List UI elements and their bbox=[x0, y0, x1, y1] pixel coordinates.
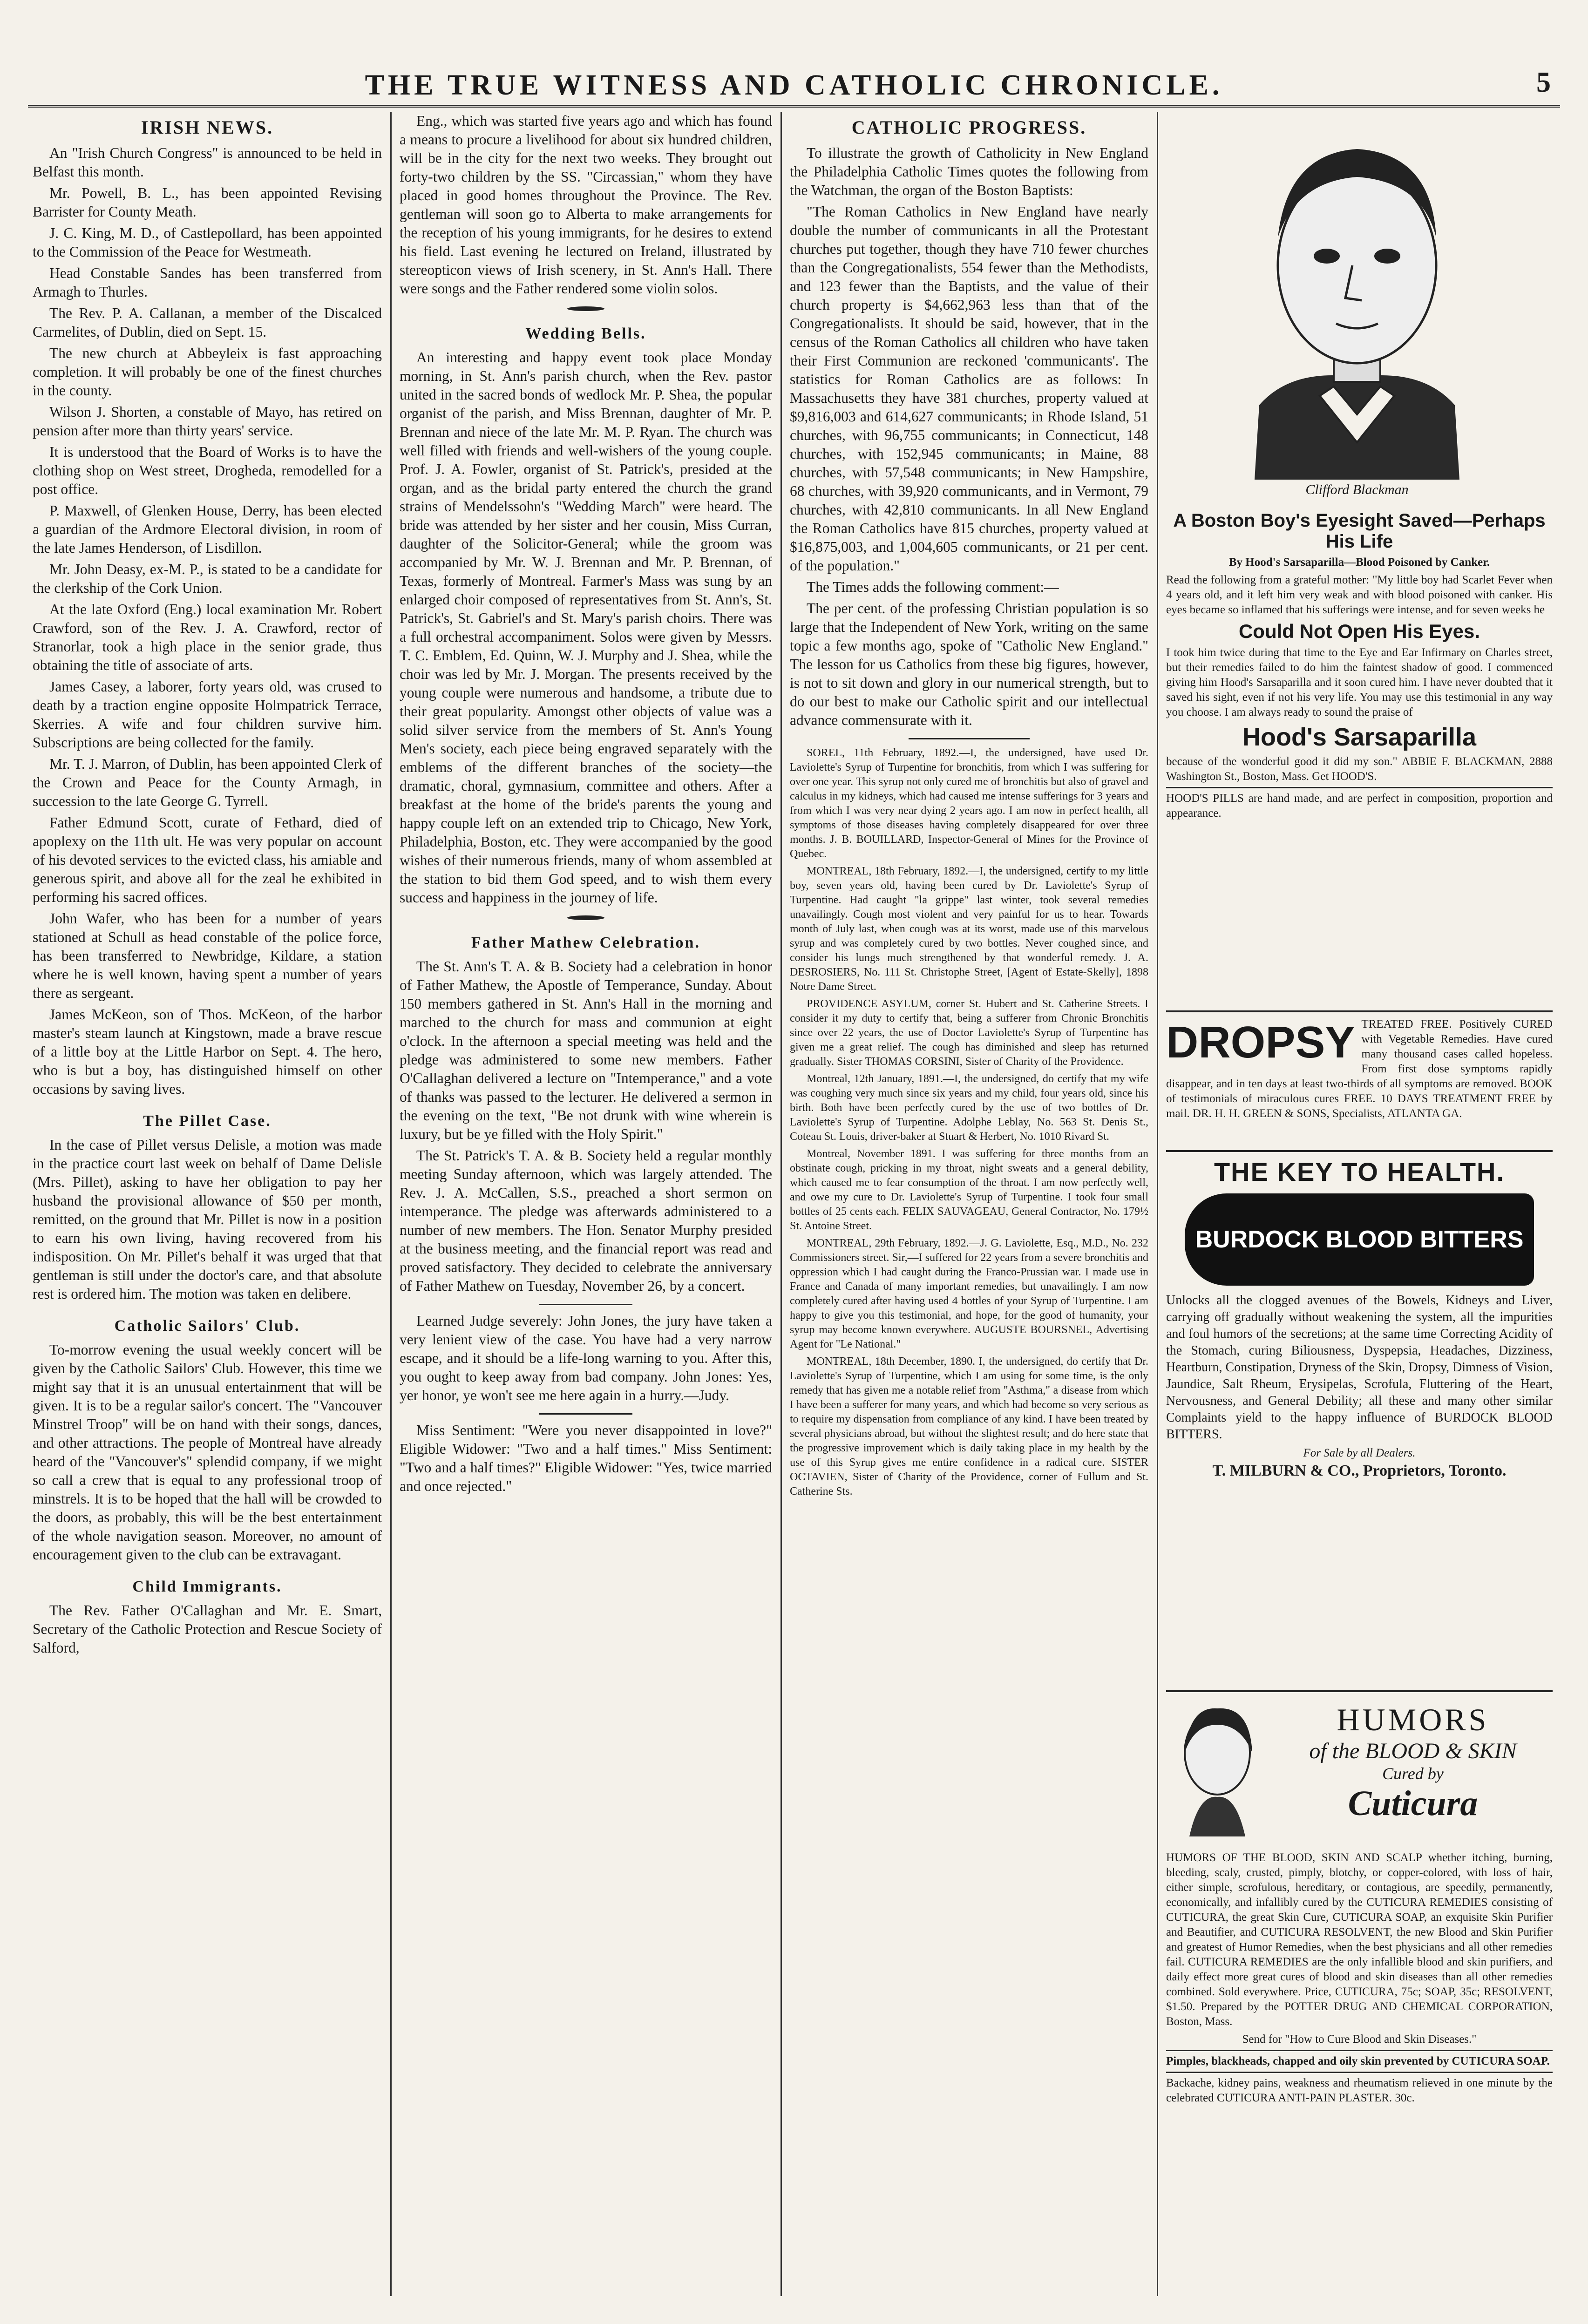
sailors-club-heading: Catholic Sailors' Club. bbox=[114, 1317, 300, 1335]
widower-anecdote: Miss Sentiment: "Were you never disappointed in love?" Eligible Widower: "Two and a half times." Miss Sentiment: "Two and a half times?" Eligible Widower: "Yes, twice married and once rejected." bbox=[400, 1422, 772, 1494]
dropsy-wordmark: DROPSY bbox=[1166, 1017, 1355, 1067]
hoods-text-3: because of the wonderful good it did my son." ABBIE F. BLACKMAN, 2888 Washington St., Boston, Mass. Get HOOD'S. bbox=[1166, 755, 1553, 783]
wedding-bells-text: An interesting and happy event took place Monday morning, in St. Ann's parish church, when the Rev. pastor united in the sacred bonds of wedlock Mr. P. Shea, the popular organist of the parish, and Miss Brennan, daughter of Mr. P. Brennan and niece of the late Mr. M. P. Ryan. The church was well filled with friends and well-wishers of the young couple. Prof. J. A. Fowler, organist of St. Patrick's, presided at the organ, and as the bridal party entered the church the grand strains of Mendelssohn's "Wedding March" were heard. The bride was attended by her sister and her cousin, Miss Curran, daughter of the Solicitor-General; while the groom was accompanied by Mr. W. J. Brennan and Mr. P. Brennan, of Texas, formerly of Montreal. Farmer's Mass was sung by an enlarged choir composed of representatives from St. Ann's, St. Patrick's, St. Gabriel's and St. Mary's parish choirs. There was a full orchestral accompaniment. Solos were given by Messrs. T. C. Emblem, Ed. Quinn, W. J. Murphy and J. Shea, while the choir was led by Mr. J. Morgan. The presents received by the young couple were numerous and handsome, a tribute due to their great popularity. Amongst other objects of value was a solid silver service from the members of St. Ann's Young Men's society, each piece being engraved separately with the emblems of the different branches of the society—the dramatic, choral, gymnasium, committee and others. After a breakfast at the home of the bride's parents the young and happy couple left on an extended trip to Chicago, New York, Philadelphia, Boston, etc. They were accompanied by the good wishes of their numerous friends, many of whom assembled at the station to bid them God speed, and to wish them every success and happiness in the journey of life. bbox=[400, 349, 772, 906]
father-mathew-heading: Father Mathew Celebration. bbox=[471, 934, 700, 951]
father-mathew-text-2: The St. Patrick's T. A. & B. Society held a regular monthly meeting Sunday afternoon, which was largely attended. The Rev. J. A. McCallen, S.S., preached a short sermon on intemperance. The pledge was afterwards administered to a number of new members. The Hon. Senator Murphy presided at the business meeting, and the financial report was read and proved satisfactory. They decided to celebrate the anniversary of Father Mathew on Tuesday, November 26, by a concert. bbox=[400, 1147, 772, 1294]
father-mathew-text: The St. Ann's T. A. & B. Society had a celebration in honor of Father Mathew, the Apostle of Temperance, Sunday. About 150 members gathered in St. Ann's Hall in the morning and marched to the church for mass and communion at eight o'clock. In the afternoon a special meeting was held and the pledge was administered to some new members. Father O'Callaghan delivered a lecture on "Intemperance," and a vote of thanks was passed to the lecturer. He delivered a sermon in the evening on the text, "Be not drunk with wine wherein is luxury, but be ye filled with the Holy Spirit." bbox=[400, 958, 772, 1142]
column-two bbox=[400, 112, 772, 2305]
portrait-caption: Clifford Blackman bbox=[1305, 482, 1409, 497]
catholic-progress-quote: "The Roman Catholics in New England have nearly double the number of communicants in all the Protestant churches put together, though they have 710 fewer churches than the Congregationalists, 554 fewer than the Methodists, and 123 fewer than the Baptists, and the value of their church property is $4,662,963 less than that of the Congregationalists. It should be said, however, that in the census of the Roman Catholics all children who have taken their First Communion are reckoned 'communicants'. The statistics for Roman Catholics are as follows: In Massachusetts they have 381 churches, property valued at $9,816,003 and 614,627 communicants; in Rhode Island, 51 churches, with 96,755 communicants; in Connecticut, 148 churches, with 152,945 communicants; in Maine, 88 churches, with 57,548 communicants; in New Hampshire, 68 churches, with 39,920 communicants, and in Vermont, 79 churches, with 42,810 communicants. In all New England the Roman Catholics have 815 churches, property valued at $16,875,003, and 1,004,605 communicants, or 21 per cent. of the population." bbox=[790, 203, 1148, 574]
child-immigrants-text: The Rev. Father O'Callaghan and Mr. E. Smart, Secretary of the Catholic Protection and Rescue Society of Salford, bbox=[33, 1602, 382, 1656]
cuticura-backache-note: Backache, kidney pains, weakness and rheumatism relieved in one minute by the celebrated CUTICURA ANTI-PAIN PLASTER. 30c. bbox=[1166, 2072, 1553, 2106]
separator-ornament bbox=[567, 306, 604, 311]
irish-news-items bbox=[33, 144, 382, 1098]
key-banner-text: BURDOCK BLOOD BITTERS bbox=[1195, 1226, 1524, 1253]
cuticura-send-note: Send for "How to Cure Blood and Skin Diseases." bbox=[1242, 2033, 1477, 2046]
column-advertisements bbox=[1166, 112, 1553, 2305]
wedding-bells-heading: Wedding Bells. bbox=[525, 325, 646, 342]
burdock-text: Unlocks all the clogged avenues of the Bowels, Kidneys and Liver, carrying off gradually without weakening the system, all the impurities and foul humors of the secretions; at the same time Correcting Acidity of the Stomach, curing Biliousness, Dyspepsia, Headaches, Dizziness, Heartburn, Constipation, Dryness of the Skin, Dropsy, Dimness of Vision, Jaundice, Salt Rheum, Erysipelas, Scrofula, Fluttering of the Heart, Nervousness, and General Debility; all these and many other similar Complaints yield to the happy influence of BURDOCK BLOOD BITTERS. bbox=[1166, 1293, 1553, 1442]
cuticura-banner bbox=[1166, 1697, 1553, 1850]
key-to-health-heading: THE KEY TO HEALTH. bbox=[1214, 1157, 1505, 1186]
separator-rule bbox=[539, 1304, 632, 1305]
burdock-proprietor: T. MILBURN & CO., Proprietors, Toronto. bbox=[1212, 1462, 1507, 1479]
news-item: Wilson J. Shorten, a constable of Mayo, has retired on pension after more than thirty years' service. bbox=[33, 404, 382, 439]
catholic-progress-comment: The per cent. of the professing Christian population is so large that the Independent of New York, writing on the same topic a few months ago, spoke of "Catholic New England." The lesson for us Catholics from these big figures, however, is not to sit down and glory in our numerical strength, but to do our best to make our Catholic spirit and our intellectual advance commensurate with it. bbox=[790, 600, 1148, 728]
hoods-sarsaparilla-ad bbox=[1166, 112, 1553, 820]
news-item: Mr. T. J. Marron, of Dublin, has been appointed Clerk of the Crown and Peace for the County Armagh, in succession to the late George G. Tyrrell. bbox=[33, 756, 382, 809]
hoods-text-2: I took him twice during that time to the Eye and Ear Infirmary on Charles street, but their remedies failed to do him the faintest shadow of good. I commenced giving him Hood's Sarsaparilla and it soon cured him. I have never doubted that it saved his sight, even if not his very life. You may use this testimonial in any way you choose. I am always ready to sound the praise of bbox=[1166, 646, 1553, 718]
testimonial: PROVIDENCE ASYLUM, corner St. Hubert and St. Catherine Streets. I consider it my duty to certify that, being a sufferer from Chronic Bronchitis since over 22 years, the use of Doctor Laviolette's Syrup of Turpentine has given me a great relief. The cough has diminished and sleep has returned gradually. Sister THOMAS CORSINI, Sister of Charity of the Providence. bbox=[790, 998, 1148, 1068]
news-item: Mr. John Deasy, ex-M. P., is stated to be a candidate for the clerkship of the Cork Union. bbox=[33, 561, 382, 596]
judge-anecdote: Learned Judge severely: John Jones, the jury have taken a very lenient view of the case. You have had a very narrow escape, and it should be a life-long warning to you. After this, you ought to keep away from bad company. John Jones: Yes, yer honor, ye won't see me here again in a hurry.—Judy. bbox=[400, 1313, 772, 1403]
testimonial: Montreal, November 1891. I was suffering for three months from an obstinate cough, pricking in my throat, night sweats and a general debility, which caused me to fear consumption of the throat. I am now perfectly well, and owe my cure to Dr. Laviolette's Syrup of Turpentine. I took four small bottles of 25 cents each. FELIX SAUVAGEAU, General Contractor, No. 179½ St. Antoine Street. bbox=[790, 1148, 1148, 1232]
cuticura-brand: Cuticura bbox=[1348, 1784, 1478, 1823]
column-rule bbox=[390, 112, 392, 2296]
cuticura-title-cured-by: Cured by bbox=[1382, 1764, 1444, 1783]
masthead bbox=[28, 61, 1560, 108]
news-item: An "Irish Church Congress" is announced to be held in Belfast this month. bbox=[33, 145, 382, 180]
dropsy-ad bbox=[1166, 1010, 1553, 1143]
column-irish-news bbox=[33, 112, 382, 2305]
boy-portrait-illustration bbox=[1227, 116, 1487, 480]
cuticura-title-blood-skin: of the BLOOD & SKIN bbox=[1309, 1739, 1517, 1763]
laviolette-testimonials bbox=[790, 746, 1148, 1499]
page-number: 5 bbox=[1536, 67, 1551, 98]
news-item: The Rev. P. A. Callanan, a member of the Discalced Carmelites, of Dublin, died on Sept. 15. bbox=[33, 305, 382, 340]
cuticura-text: HUMORS OF THE BLOOD, SKIN AND SCALP whether itching, burning, bleeding, scaly, crusted, pimply, blotchy, or copper-colored, with loss of hair, either simple, scrofulous, hereditary, or contagious, are speedily, permanently, economically, and infallibly cured by the CUTICURA REMEDIES consisting of CUTICURA, the great Skin Cure, CUTICURA SOAP, an exquisite Skin Purifier and Beautifier, and CUTICURA RESOLVENT, the new Blood and Skin Purifier and greatest of Humor Remedies, when the best physicians and all other remedies fail. CUTICURA REMEDIES are the only infallible blood and skin purifiers, and daily effect more great cures of blood and skin diseases than all other remedies combined. Sold everywhere. Price, CUTICURA, 75c; SOAP, 35c; RESOLVENT, $1.50. Prepared by the POTTER DRUG AND CHEMICAL CORPORATION, Boston, Mass. bbox=[1166, 1851, 1553, 2028]
separator-ornament bbox=[567, 915, 604, 920]
hoods-text-1: Read the following from a grateful mother: "My little boy had Scarlet Fever when 4 years old, and it left him very weak and with blood poisoned with canker. His eyes became so inflamed that his sufferings were intense, and for seven weeks he bbox=[1166, 574, 1553, 616]
immigrants-continued-text: Eng., which was started five years ago and which has found a means to procure a livelihood for about six hundred children, will be in the city for the next two weeks. They brought out forty-two children by the SS. "Circassian," whom they have placed in good homes throughout the Province. The Rev. gentleman will soon go to Alberta to make arrangements for the reception of his young immigrants, for he desires to extend his field. Last evening he lectured on Ireland, illustrated by stereopticon views of Irish scenery, in St. Ann's Hall. There were songs and the Father rendered some violin solos. bbox=[400, 113, 772, 297]
dropsy-text: TREATED FREE. Positively CURED with Vegetable Remedies. Have cured many thousand cases called hopeless. From first dose symptoms rapidly disappear, and in ten days at least two-thirds of all symptoms are removed. BOOK of testimonials of miraculous cures FREE. 10 DAYS TREATMENT FREE by mail. DR. H. H. GREEN & SONS, Specialists, ATLANTA GA. bbox=[1166, 1018, 1553, 1120]
column-rule bbox=[1157, 112, 1158, 2296]
cuticura-pimples-note: Pimples, blackheads, chapped and oily skin prevented by CUTICURA SOAP. bbox=[1166, 2050, 1553, 2069]
catholic-progress-comment-intro: The Times adds the following comment:— bbox=[807, 579, 1059, 595]
news-item: It is understood that the Board of Works is to have the clothing shop on West street, Drogheda, remodelled for a post office. bbox=[33, 444, 382, 497]
sailors-club-text: To-morrow evening the usual weekly concert will be given by the Catholic Sailors' Club. However, this time we might say that it is an unusual entertainment that will be given. It is to be a regular sailor's concert. The "Vancouver Minstrel Troop" will be on hand with their songs, dances, and other attractions. The people of Montreal have already heard of the "Vancouver's" splendid company, if we might so call a crew that is equal to any professional troop of minstrels. It is to be hoped that the hall will be crowded to the doors, as probably, this will be the best entertainment of the whole navigation season. Moreover, no amount of encouragement given to the club can be extravagant. bbox=[33, 1342, 382, 1563]
hoods-headline-2: Could Not Open His Eyes. bbox=[1238, 620, 1480, 642]
testimonial: SOREL, 11th February, 1892.—I, the undersigned, have used Dr. Laviolette's Syrup of Turpentine for bronchitis, from which I was suffering for over one year. This syrup not only cured me of bronchitis but also of gravel and calculus in my kidneys, which had caused me intense sufferings for 3 years and from which I was very near dying 2 years ago. I am now in perfect health, all symptoms of those diseases having completely disappeared for over three months. J. B. BOUILLARD, Inspector-General of Mines for the Province of Quebec. bbox=[790, 747, 1148, 860]
burdock-sale-note: For Sale by all Dealers. bbox=[1303, 1447, 1416, 1459]
cuticura-ad bbox=[1166, 1690, 1553, 2305]
news-item: James McKeon, son of Thos. McKeon, of the harbor master's steam launch at Kingstown, made a brave rescue of a little boy at the Little Harbor on Sept. 4. The hero, who is but a boy, has distinguished himself on other occasions by saving lives. bbox=[33, 1006, 382, 1097]
news-item: Head Constable Sandes has been transferred from Armagh to Thurles. bbox=[33, 265, 382, 300]
testimonial: MONTREAL, 18th February, 1892.—I, the undersigned, certify to my little boy, seven years old, having been cured by Dr. Laviolette's Syrup of Turpentine. Had caught "la grippe" last winter, took several remedies unavailingly. Cough most violent and very painful for us to hear. Towards month of July last, when cough was at its worst, made use of this marvelous syrup and was completely cured by two bottles. Never coughed since, and consider his lungs much strengthened by that wonderful remedy. J. A. DESROSIERS, No. 111 St. Christophe Street, [Agent of Estate-Skelly], 1898 Notre Dame Street. bbox=[790, 865, 1148, 993]
child-immigrants-heading: Child Immigrants. bbox=[132, 1578, 282, 1595]
catholic-progress-heading: CATHOLIC PROGRESS. bbox=[851, 117, 1087, 138]
testimonial: MONTREAL, 29th February, 1892.—J. G. Laviolette, Esq., M.D., No. 232 Commissioners street. Sir,—I suffered for 22 years from a severe bronchitis and oppression which I had caught during the Franco-Prussian war. I made use in France and Canada of many important remedies, but unavailingly. I am now completely cured after having used 4 bottles of your Syrup of Turpentine. I am happy to give you this testimonial, and hope, for the good of humanity, your syrup may become known everywhere. AUGUSTE BOURSNEL, Advertising Agent for "Le National." bbox=[790, 1237, 1148, 1350]
news-item: John Wafer, who has been for a number of years stationed at Schull as head constable of the police force, has been transferred to Newbridge, Kildare, a station where he is well known, having spent a number of years there as sergeant. bbox=[33, 910, 382, 1001]
news-item: J. C. King, M. D., of Castlepollard, has been appointed to the Commission of the Peace for Westmeath. bbox=[33, 225, 382, 260]
column-rule bbox=[780, 112, 782, 2296]
hoods-brand: Hood's Sarsaparilla bbox=[1242, 723, 1477, 751]
news-item: P. Maxwell, of Glenken House, Derry, has been elected a guardian of the Ardmore Electoral division, in room of the late James Henderson, of Lisdillon. bbox=[33, 502, 382, 556]
news-item: The new church at Abbeyleix is fast approaching completion. It will probably be one of the finest churches in the county. bbox=[33, 345, 382, 399]
separator-rule bbox=[909, 738, 1030, 739]
cuticura-title-humors: HUMORS bbox=[1337, 1702, 1489, 1737]
column-catholic-progress bbox=[790, 112, 1148, 2305]
catholic-progress-intro: To illustrate the growth of Catholicity in New England the Philadelphia Catholic Times quotes the following from the Watchman, the organ of the Boston Baptists: bbox=[790, 145, 1148, 198]
news-item: At the late Oxford (Eng.) local examination Mr. Robert Crawford, son of the Rev. J. A. Crawford, rector of Stranorlar, took a high place in the senior grade, thus obtaining the title of associate of arts. bbox=[33, 601, 382, 673]
woman-portrait-illustration bbox=[1171, 1701, 1264, 1836]
separator-rule bbox=[539, 1413, 632, 1415]
hoods-headline: A Boston Boy's Eyesight Saved—Perhaps His Life bbox=[1173, 510, 1546, 552]
testimonial: MONTREAL, 18th December, 1890. I, the undersigned, do certify that Dr. Laviolette's Syrup of Turpentine, which I am using for some time, is the only remedy that has given me a notable relief from "Asthma," a disease from which I have been a sufferer for many years, and which had become so very serious as to require my dispensation from compliance of any kind. I have been treated by several physicians abroad, but without the slightest result; and do here state that the progressive improvement which is daily taking place in my health by the use of this Syrup gives me entire confidence in a radical cure. SISTER OCTAVIEN, Sister of Charity of the Providence, corner of Fullum and St. Catherine Sts. bbox=[790, 1355, 1148, 1497]
hoods-subheadline: By Hood's Sarsaparilla—Blood Poisoned by Canker. bbox=[1228, 556, 1490, 569]
news-item: James Casey, a laborer, forty years old, was crused to death by a traction engine opposite Holmpatrick Terrace, Skerries. A wife and four children survive him. Subscriptions are being collected for the family. bbox=[33, 678, 382, 751]
pillet-case-text: In the case of Pillet versus Delisle, a motion was made in the practice court last week on behalf of Dame Delisle (Mrs. Pillet), asking to have her obligation to pay her husband the provisional allowance of $50 per month, remitted, on the ground that Mr. Pillet is now in a position to earn his own living, having recovered from his indisposition. On Mr. Pillet's behalf it was urged that that gentleman is still under the doctor's care, and that absolute rest is ordered him. The motion was taken en delibere. bbox=[33, 1137, 382, 1302]
key-banner bbox=[1185, 1193, 1534, 1286]
hoods-pills-note: HOOD'S PILLS are hand made, and are perfect in composition, proportion and appearance. bbox=[1166, 787, 1553, 821]
testimonial: Montreal, 12th January, 1891.—I, the undersigned, do certify that my wife was coughing very much since six years and my child, four years old, since his birth. Both have been perfectly cured by the use of two bottles of Dr. Laviolette's Syrup of Turpentine. Adolphe Leblay, No. 563 St. Denis St., Coteau St. Louis, driver-baker at Stuart & Herbert, No. 1010 Rivard St. bbox=[790, 1073, 1148, 1143]
news-item: Mr. Powell, B. L., has been appointed Revising Barrister for County Meath. bbox=[33, 185, 382, 220]
news-item: Father Edmund Scott, curate of Fethard, died of apoplexy on the 11th ult. He was very popular on account of his devoted services to the evicted class, his amiable and generous spirit, and above all for the zeal he exhibited in performing his sacred offices. bbox=[33, 814, 382, 905]
boy-portrait bbox=[1227, 116, 1487, 498]
irish-news-heading: IRISH NEWS. bbox=[141, 117, 274, 138]
newspaper-title: THE TRUE WITNESS AND CATHOLIC CHRONICLE. bbox=[365, 69, 1223, 101]
pillet-case-heading: The Pillet Case. bbox=[143, 1112, 271, 1130]
burdock-blood-bitters-ad bbox=[1166, 1150, 1553, 1660]
